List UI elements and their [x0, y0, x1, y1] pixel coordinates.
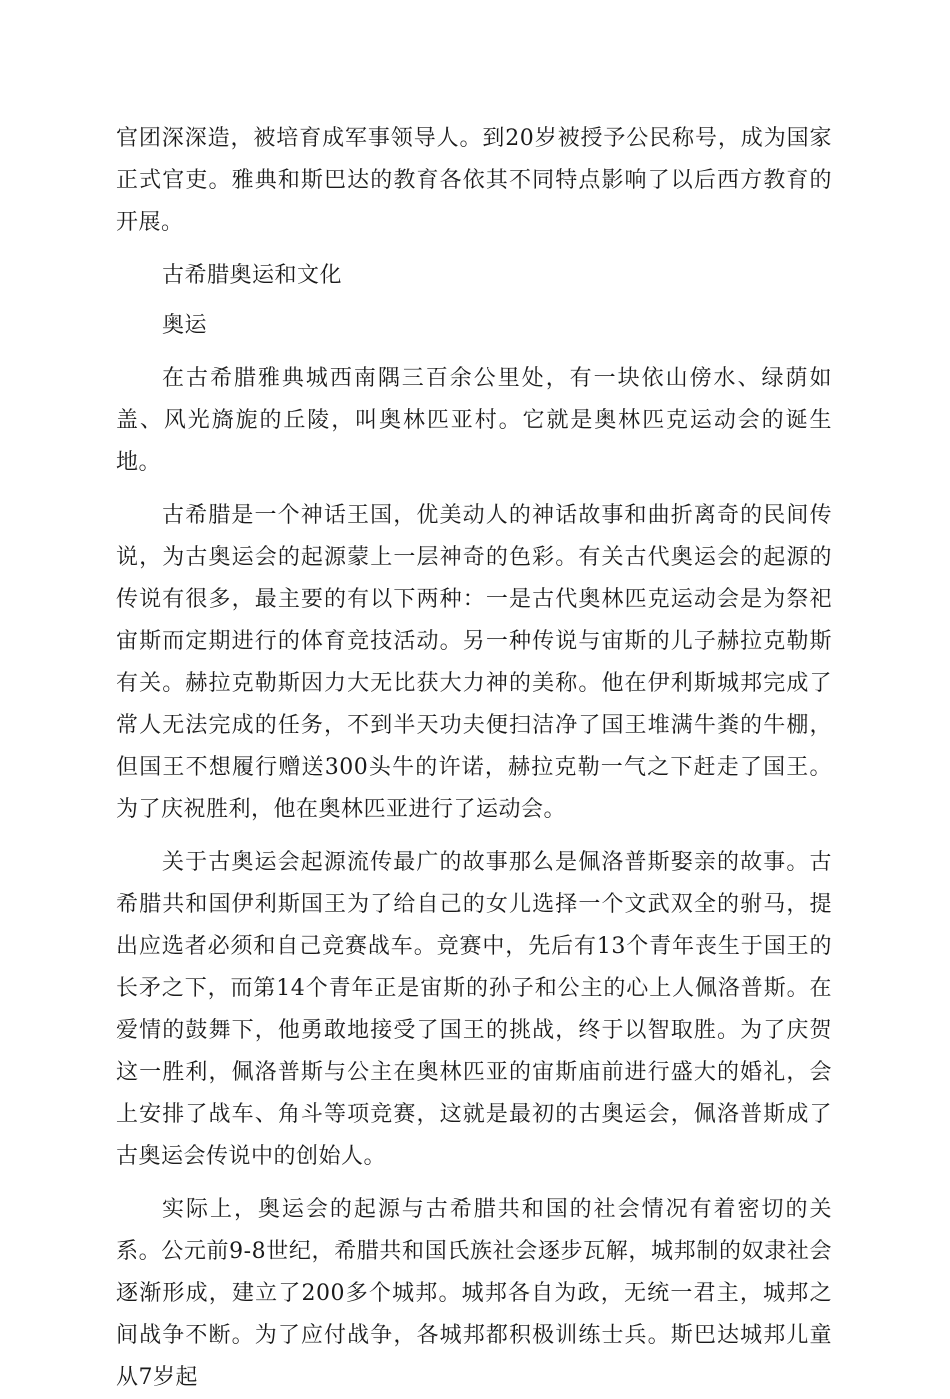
paragraph-pelops-story: 关于古奥运会起源流传最广的故事那么是佩洛普斯娶亲的故事。古希腊共和国伊利斯国王为了给自己的女儿选择一个文武双全的驸马，提出应选者必须和自己竞赛战车。竞赛中，先后有13个青年丧生于国王的长矛之下，而第14个青年正是宙斯的孙子和公主的心上人佩洛普斯。在爱情的鼓舞下，他勇敢地接受了国王的挑战，终于以智取胜。为了庆贺这一胜利，佩洛普斯与公主在奥林匹亚的宙斯庙前进行盛大的婚礼，会上安排了战车、角斗等项竞赛，这就是最初的古奥运会，佩洛普斯成了古奥运会传说中的创始人。 — [116, 850, 832, 1169]
document-body — [116, 118, 832, 1399]
subsection-heading-olympics: 奥运 — [162, 313, 208, 338]
paragraph-origin-legends: 古希腊是一个神话王国，优美动人的神话故事和曲折离奇的民间传说，为古奥运会的起源蒙上一层神奇的色彩。有关古代奥运会的起源的传说有很多，最主要的有以下两种：一是古代奥林匹克运动会是为祭祀宙斯而定期进行的体育竞技活动。另一种传说与宙斯的儿子赫拉克勒斯有关。赫拉克勒斯因力大无比获大力神的美称。他在伊利斯城邦完成了常人无法完成的任务，不到半天功夫便扫洁净了国王堆满牛粪的牛棚，但国王不想履行赠送300头牛的许诺，赫拉克勒一气之下赶走了国王。为了庆祝胜利，他在奥林匹亚进行了运动会。 — [116, 503, 832, 822]
paragraph-social-origin: 实际上，奥运会的起源与古希腊共和国的社会情况有着密切的关系。公元前9-8世纪，希腊共和国氏族社会逐步瓦解，城邦制的奴隶社会逐渐形成，建立了200多个城邦。城邦各自为政，无统一君主，城邦之间战争不断。为了应付战争，各城邦都积极训练士兵。斯巴达城邦儿童从7岁起 — [116, 1197, 832, 1390]
section-heading-olympics-culture: 古希腊奥运和文化 — [162, 263, 343, 288]
paragraph-education-end: 官团深深造，被培育成军事领导人。到20岁被授予公民称号，成为国家正式官吏。雅典和斯巴达的教育各依其不同特点影响了以后西方教育的开展。 — [116, 126, 832, 235]
paragraph-olympia-location: 在古希腊雅典城西南隅三百余公里处，有一块依山傍水、绿荫如盖、风光旖旎的丘陵，叫奥林匹亚村。它就是奥林匹克运动会的诞生地。 — [116, 366, 832, 475]
